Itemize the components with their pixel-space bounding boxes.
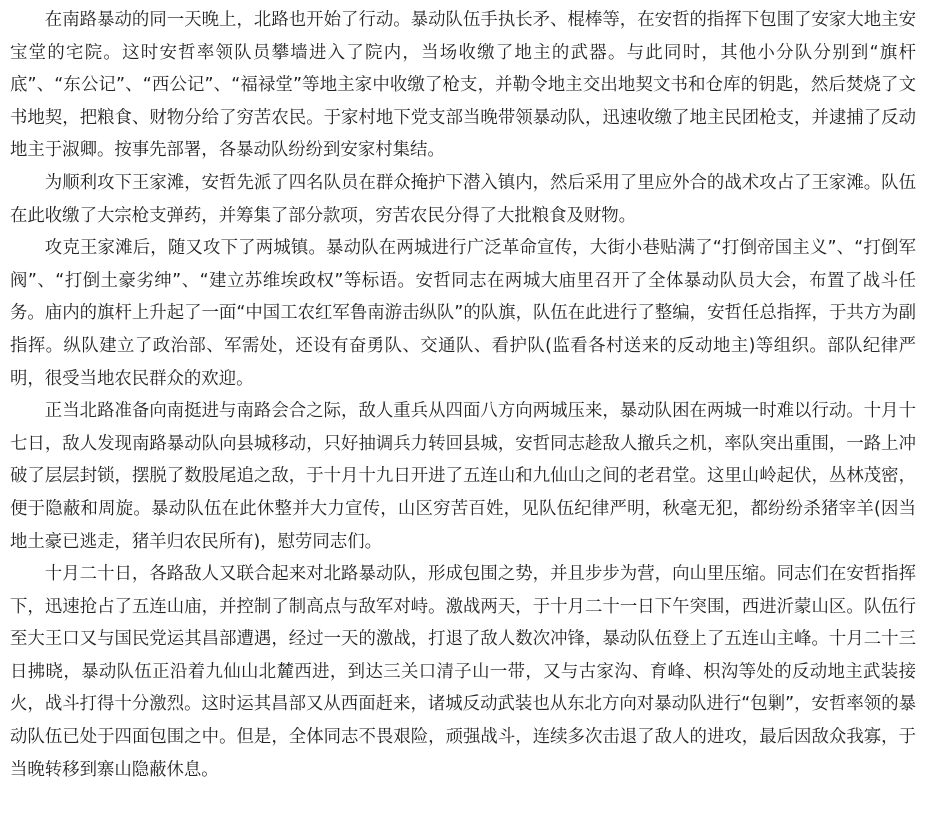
article-paragraph: 为顺利攻下王家滩，安哲先派了四名队员在群众掩护下潜入镇内，然后采用了里应外合的战术攻占了王家滩。队伍在此收缴了大宗枪支弹药，并筹集了部分款项，穷苦农民分得了大批粮食及财物。 [10,172,916,226]
article-paragraph: 十月二十日，各路敌人又联合起来对北路暴动队，形成包围之势，并且步步为营，向山里压缩。同志们在安哲指挥下，迅速抢占了五连山庙，并控制了制高点与敌军对峙。激战两天，于十月二十一日下午突围，西进沂蒙山区。队伍行至大王口又与国民党运其昌部遭遇，经过一天的激战，打退了敌人数次冲锋，暴动队伍登上了五连山主峰。十月二十三日拂晓，暴动队伍正沿着九仙山北麓西进，到达三关口清子山一带，又与古家沟、育峰、枳沟等处的反动地主武装接火，战斗打得十分激烈。这时运其昌部又从西面赶来，诸城反动武装也从东北方向对暴动队进行“包剿”，安哲率领的暴动队伍已处于四面包围之中。但是，全体同志不畏艰险，顽强战斗，连续多次击退了敌人的进攻，最后因敌众我寡，于当晚转移到寨山隐蔽休息。 [10,564,916,780]
article-paragraph: 在南路暴动的同一天晚上，北路也开始了行动。暴动队伍手执长矛、棍棒等，在安哲的指挥下包围了安家大地主安宝堂的宅院。这时安哲率领队员攀墙进入了院内，当场收缴了地主的武器。与此同时，其他小分队分别到“旗杆底”、“东公记”、“西公记”、“福禄堂”等地主家中收缴了枪支，并勒令地主交出地契文书和仓库的钥匙，然后焚烧了文书地契，把粮食、财物分给了穷苦农民。于家村地下党支部当晚带领暴动队，迅速收缴了地主民团枪支，并逮捕了反动地主于淑卿。按事先部署，各暴动队纷纷到安家村集结。 [10,10,916,161]
article-paragraph: 攻克王家滩后，随又攻下了两城镇。暴动队在两城进行广泛革命宣传，大街小巷贴满了“打倒帝国主义”、“打倒军阀”、“打倒土豪劣绅”、“建立苏维埃政权”等标语。安哲同志在两城大庙里召开了全体暴动队员大会，布置了战斗任务。庙内的旗杆上升起了一面“中国工农红军鲁南游击纵队”的队旗，队伍在此进行了整编，安哲任总指挥，于共方为副指挥。纵队建立了政治部、军需处，还设有奋勇队、交通队、看护队(监看各村送来的反动地主)等组织。部队纪律严明，很受当地农民群众的欢迎。 [10,238,916,389]
article-paragraph: 正当北路准备向南挺进与南路会合之际，敌人重兵从四面八方向两城压来，暴动队困在两城一时难以行动。十月十七日，敌人发现南路暴动队向县城移动，只好抽调兵力转回县城，安哲同志趁敌人撤兵之机，率队突出重围，一路上冲破了层层封锁，摆脱了数股尾追之敌，于十月十九日开进了五连山和九仙山之间的老君堂。这里山岭起伏，丛林茂密，便于隐蔽和周旋。暴动队伍在此休整并大力宣传，山区穷苦百姓，见队伍纪律严明，秋毫无犯，都纷纷杀猪宰羊(因当地土豪已逃走，猪羊归农民所有)，慰劳同志们。 [10,401,916,552]
